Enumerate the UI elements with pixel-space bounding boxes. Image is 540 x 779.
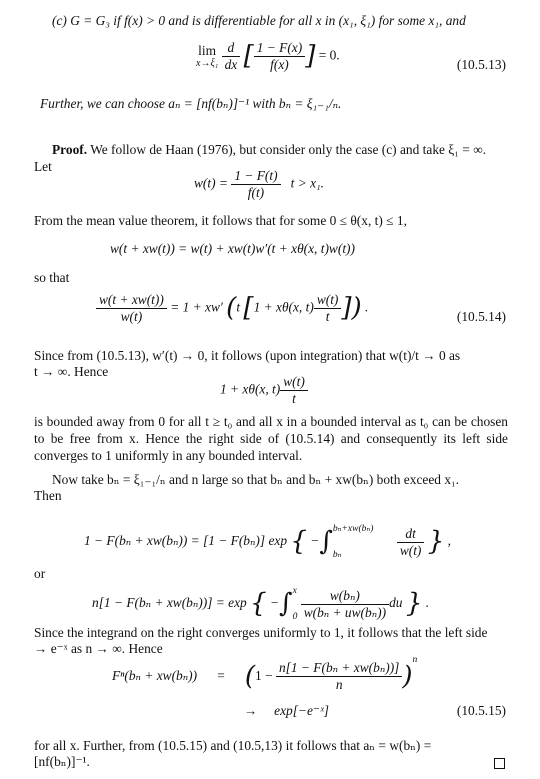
- conclusion-text: for all x. Further, from (10.5.15) and (10.5,13) it follows that aₙ = w(bₙ) =: [34, 738, 432, 753]
- proof-label: Proof.: [52, 142, 88, 157]
- eq4-fden: t: [325, 309, 330, 324]
- limit-text: → e⁻ˣ as n → ∞. Hence: [34, 641, 163, 656]
- eq-number-10-5-13: (10.5.13): [456, 57, 506, 72]
- eq7-du: du: [389, 595, 403, 611]
- integrand-text: Since the integrand on the right converges uniformly to 1, it follows that the left side: [34, 625, 488, 640]
- eq4-mid: = 1 + xw′: [170, 299, 223, 315]
- eq8-one: 1 −: [255, 668, 273, 683]
- equation-gumbel-limit: [244, 702, 329, 719]
- eq2-cond: t > x₁.: [290, 175, 325, 191]
- conclusion-text-2: [nf(bₙ)]⁻¹.: [34, 754, 90, 769]
- eq7-num: w(bₙ): [301, 588, 389, 605]
- proof-text: We follow de Haan (1976), but consider only the case (c) and take ξ₁ = ∞.: [87, 142, 487, 157]
- eq2-num: 1 − F(t): [231, 168, 280, 185]
- bounded-paragraph: is bounded away from 0 for all t ≥ t₀ and all x in a bounded interval as t₀ can be chosen to be free from x. Hence the right side of (10.5.14) and consequently its left side converges to 1 uniformly in any bounded interval.: [34, 414, 508, 463]
- eq1-rhs: = 0.: [318, 47, 340, 63]
- since-text: Since from (10.5.13), w′(t) → 0, it follows (upon integration) that w(t)/t → 0 as: [34, 348, 461, 363]
- equation-10-5-14: $\frac{w(t + xw(t))}{w(t)}$ = 1 + xw′ (t [1 + xθ(x, t) $\frac{w(t)}{t}$ ]) .: [96, 292, 368, 325]
- eq2-lhs: w(t) =: [194, 175, 228, 191]
- eq8-pow: n: [412, 655, 418, 665]
- eq1-d: d: [222, 40, 241, 57]
- eq1-dx: dx: [224, 57, 238, 72]
- eq5-den: t: [292, 391, 296, 406]
- eq5-num: w(t): [280, 374, 308, 391]
- then-text: Then: [34, 488, 62, 503]
- equation-scaled: n[1 − F(bₙ + xw(bₙ))] = exp { −∫ x 0 $\frac{\text{w(bₙ)}}{\text{w(bₙ + uw(bₙ))}}$ du } .: [92, 578, 429, 630]
- qed-symbol: [494, 756, 505, 773]
- so-that-text: so that: [34, 270, 70, 285]
- eq8-num: n[1 − F(bₙ + xw(bₙ))]: [276, 660, 402, 677]
- eq4-inner2: 1 + xθ(x, t): [253, 299, 314, 315]
- mean-value-text: From the mean value theorem, it follows that for some 0 ≤ θ(x, t) ≤ 1,: [34, 213, 407, 228]
- eq7-lhs: n[1 − F(bₙ + xw(bₙ))] = exp: [92, 595, 247, 611]
- equation-power: Fⁿ(bₙ + xw(bₙ)) = (1 − $\frac{\text{n[1 − F(bₙ + xw(bₙ))]}}{n}$ )$^n$: [112, 655, 418, 693]
- proof-intro: [52, 141, 486, 158]
- eq1-den: f(x): [270, 57, 289, 72]
- eq1-num: 1 − F(x): [254, 40, 305, 57]
- eq6-lower: bₙ: [332, 550, 342, 560]
- eq8-eq: =: [217, 668, 225, 683]
- theorem-case-c: (c) G = G₃ if f(x) > 0 and is differentiable for all x in (x₁, ξ₁) for some x₁, and: [52, 13, 466, 28]
- equation-bounded: [220, 374, 308, 407]
- or-text: or: [34, 566, 46, 581]
- eq5-lhs: 1 + xθ(x, t): [220, 381, 281, 397]
- eq1-lim: lim: [198, 42, 217, 58]
- equation-w-def: [194, 168, 324, 201]
- eq9-arrow: →: [244, 703, 258, 718]
- eq7-den: w(bₙ + uw(bₙ)): [303, 604, 387, 620]
- eq4-num: w(t + xw(t)): [96, 292, 167, 309]
- eq4-den: w(t): [120, 309, 143, 324]
- equation-survival: 1 − F(bₙ + xw(bₙ)) = [1 − F(bₙ)] exp { −∫ bₙ+xw(bₙ) bₙ $\frac{dt}{w(t)}$ } ,: [84, 516, 451, 568]
- eq-number-10-5-15: (10.5.15): [456, 703, 506, 718]
- eq6-lhs: 1 − F(bₙ + xw(bₙ)) = [1 − F(bₙ)] exp: [84, 533, 288, 549]
- hence-text: t → ∞. Hence: [34, 364, 109, 379]
- eq6-den: w(t): [399, 542, 422, 558]
- let-text: Let: [34, 159, 52, 174]
- eq1-lim-sub: x→ξ₁: [196, 57, 219, 69]
- eq-number-10-5-14: (10.5.14): [456, 309, 506, 324]
- eq8-lhs: Fⁿ(bₙ + xw(bₙ)): [112, 668, 198, 683]
- equation-mean-value: w(t + xw(t)) = w(t) + xw(t)w′(t + xθ(x, t)w(t)): [110, 241, 355, 256]
- eq7-upper: x: [292, 586, 297, 596]
- choice-of-constants: Further, we can choose aₙ = [nf(bₙ)]⁻¹ with bₙ = ξ₁₋₁/ₙ.: [40, 96, 342, 111]
- eq2-den: f(t): [247, 185, 265, 200]
- eq9-rhs: exp[−e⁻ˣ]: [274, 703, 329, 718]
- eq6-upper: bₙ+xw(bₙ): [332, 524, 374, 534]
- eq6-num: dt: [397, 526, 425, 543]
- eq8-den: n: [335, 677, 343, 693]
- eq4-fnum: w(t): [314, 292, 342, 309]
- now-take-text: Now take bₙ = ξ₁₋₁/ₙ and n large so that bₙ and bₙ + xw(bₙ) both exceed x₁.: [52, 472, 460, 487]
- eq7-lower: 0: [292, 612, 298, 622]
- equation-10-5-13: lim x→ξ₁ $\frac{d}{dx}$ [ $\frac{1 - F(x)}{f(x)}$ ] = 0.: [196, 40, 340, 72]
- eq4-inner: t: [236, 299, 241, 315]
